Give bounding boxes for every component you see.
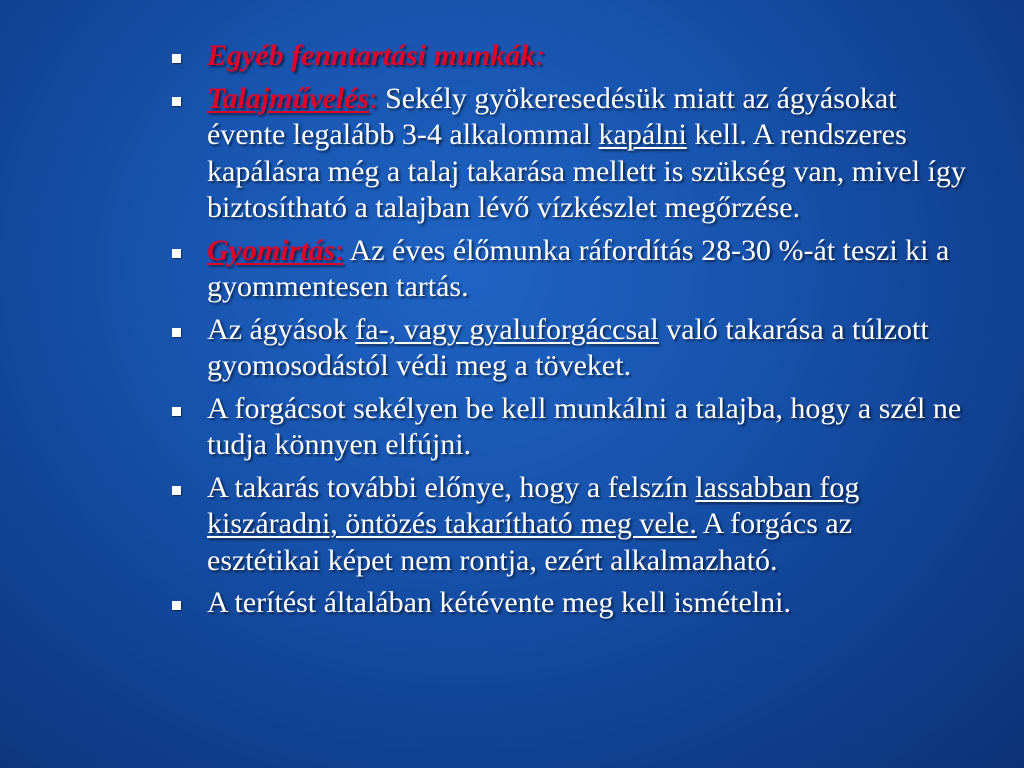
- list-item: [170, 81, 970, 227]
- square-bullet-icon: [172, 328, 181, 337]
- section-heading: Egyéb fenntartási munkák: [207, 39, 536, 72]
- body-text: A forgács az esztétikai képet nem rontja, ezért alkalmazható.: [207, 507, 853, 577]
- square-bullet-icon: [172, 486, 181, 495]
- square-bullet-icon: [172, 54, 181, 63]
- list-item: [170, 312, 970, 385]
- body-text: Az ágyások: [207, 312, 356, 346]
- list-item: [170, 38, 970, 75]
- list-item: [170, 585, 970, 622]
- square-bullet-icon: [172, 601, 181, 610]
- term-talajmuveles: Talajművelés: [207, 81, 370, 115]
- underlined-text: kapálni: [598, 118, 687, 151]
- term-colon: :: [369, 81, 378, 115]
- term-colon: :: [335, 233, 344, 267]
- list-item: [170, 233, 970, 306]
- square-bullet-icon: [172, 97, 181, 106]
- underlined-text: lassabban fog kiszáradni, öntözés takarítható meg vele.: [207, 470, 860, 540]
- body-text: Az éves élőmunka ráfordítás 28-30 %-át teszi ki a gyommentesen tartás.: [207, 233, 950, 303]
- body-text: Sekély gyökeresedésük miatt az ágyásokat évente legalább 3-4 alkalommal: [207, 81, 897, 151]
- section-heading-colon: :: [535, 39, 546, 72]
- square-bullet-icon: [172, 407, 181, 416]
- term-gyomirtas: Gyomirtás: [207, 233, 336, 267]
- square-bullet-icon: [172, 249, 181, 258]
- body-text: A terítést általában kétévente meg kell ismételni.: [207, 586, 791, 619]
- body-text: való takarása a túlzott gyomosodástól védi meg a töveket.: [207, 312, 929, 382]
- list-item: [170, 391, 970, 464]
- body-text: kell. A rendszeres kapálásra még a talaj takarása mellett is szükség van, mivel így biztosítható a talajban lévő vízkészlet megőrzése.: [207, 118, 966, 224]
- underlined-text: fa-, vagy gyaluforgáccsal: [355, 312, 659, 346]
- body-text: A forgácsot sekélyen be kell munkálni a talajba, hogy a szél ne tudja könnyen elfújni.: [207, 391, 962, 461]
- bullet-list: [170, 38, 970, 628]
- body-text: A takarás további előnye, hogy a felszín: [207, 470, 696, 504]
- list-item: [170, 470, 970, 580]
